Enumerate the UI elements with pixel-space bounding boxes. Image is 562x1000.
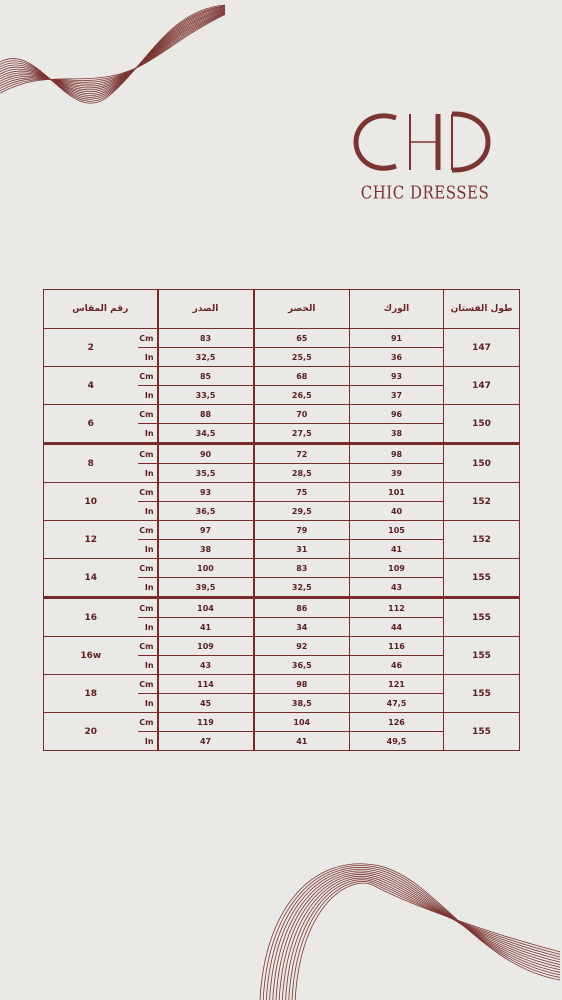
waist-in: 27,5 [254,424,350,444]
waist-in: 41 [254,732,350,751]
header-length: طول الفستان [444,290,520,329]
waist-in: 28,5 [254,464,350,483]
wave-line [289,880,560,1000]
unit-in-label: In [138,386,158,405]
hips-cm: 109 [350,559,444,578]
length-value: 155 [444,637,520,675]
bust-cm: 100 [158,559,254,578]
decorative-wave-bottom [255,845,562,1000]
hips-in: 40 [350,502,444,521]
bust-in: 38 [158,540,254,559]
bust-in: 35,5 [158,464,254,483]
size-value: 14 [44,559,138,598]
unit-in-label: In [138,656,158,675]
hips-cm: 96 [350,405,444,424]
waist-cm: 70 [254,405,350,424]
unit-in-label: In [138,424,158,444]
length-value: 155 [444,675,520,713]
hips-cm: 91 [350,329,444,348]
hips-cm: 98 [350,444,444,464]
unit-in-label: In [138,502,158,521]
length-value: 150 [444,444,520,483]
waist-cm: 104 [254,713,350,732]
table-row [44,559,520,578]
wave-line [0,6,225,102]
wave-line [270,869,560,1000]
header-bust: الصدر [158,290,254,329]
hips-cm: 105 [350,521,444,540]
waist-in: 34 [254,618,350,637]
unit-cm-label: Cm [138,329,158,348]
wave-line [0,11,225,86]
bust-in: 32,5 [158,348,254,367]
bust-cm: 97 [158,521,254,540]
wave-line [266,867,560,1000]
hips-cm: 121 [350,675,444,694]
waist-in: 29,5 [254,502,350,521]
bust-in: 36,5 [158,502,254,521]
bust-cm: 93 [158,483,254,502]
bust-cm: 109 [158,637,254,656]
hips-cm: 126 [350,713,444,732]
monogram-logo-icon [350,108,500,176]
size-value: 20 [44,713,138,751]
hips-in: 46 [350,656,444,675]
unit-cm-label: Cm [138,559,158,578]
bust-cm: 114 [158,675,254,694]
unit-cm-label: Cm [138,483,158,502]
length-value: 147 [444,367,520,405]
waist-in: 38,5 [254,694,350,713]
hips-in: 49,5 [350,732,444,751]
length-value: 155 [444,713,520,751]
table-row [44,637,520,656]
hips-cm: 101 [350,483,444,502]
unit-cm-label: Cm [138,405,158,424]
bust-in: 39,5 [158,578,254,598]
hips-in: 37 [350,386,444,405]
table-row [44,483,520,502]
unit-cm-label: Cm [138,713,158,732]
bust-in: 47 [158,732,254,751]
length-value: 147 [444,329,520,367]
waist-cm: 86 [254,598,350,618]
table-row [44,329,520,348]
hips-cm: 116 [350,637,444,656]
size-value: 16w [44,637,138,675]
waist-in: 32,5 [254,578,350,598]
bust-cm: 85 [158,367,254,386]
length-value: 155 [444,559,520,598]
waist-cm: 65 [254,329,350,348]
hips-in: 38 [350,424,444,444]
waist-cm: 83 [254,559,350,578]
unit-cm-label: Cm [138,367,158,386]
bust-cm: 104 [158,598,254,618]
unit-cm-label: Cm [138,444,158,464]
waist-in: 31 [254,540,350,559]
size-value: 2 [44,329,138,367]
table-row [44,598,520,618]
size-value: 10 [44,483,138,521]
header-waist: الخصر [254,290,350,329]
size-value: 8 [44,444,138,483]
unit-in-label: In [138,618,158,637]
hips-in: 39 [350,464,444,483]
unit-in-label: In [138,694,158,713]
wave-line [273,871,560,1000]
size-chart-table-wrapper [43,289,519,751]
hips-in: 41 [350,540,444,559]
size-value: 18 [44,675,138,713]
unit-cm-label: Cm [138,637,158,656]
bust-in: 45 [158,694,254,713]
waist-in: 25,5 [254,348,350,367]
table-row [44,521,520,540]
header-size: رقم المقاس [44,290,158,329]
size-chart-table [43,289,520,751]
bust-cm: 90 [158,444,254,464]
table-row [44,405,520,424]
bust-cm: 119 [158,713,254,732]
waist-cm: 72 [254,444,350,464]
hips-in: 43 [350,578,444,598]
bust-in: 43 [158,656,254,675]
decorative-wave-top [0,0,230,170]
waist-cm: 68 [254,367,350,386]
waist-cm: 92 [254,637,350,656]
bust-cm: 88 [158,405,254,424]
waist-cm: 79 [254,521,350,540]
waist-in: 26,5 [254,386,350,405]
bust-in: 41 [158,618,254,637]
size-value: 12 [44,521,138,559]
size-value: 16 [44,598,138,637]
waist-cm: 75 [254,483,350,502]
table-header-row [44,290,520,329]
unit-in-label: In [138,578,158,598]
size-value: 4 [44,367,138,405]
unit-cm-label: Cm [138,521,158,540]
unit-in-label: In [138,348,158,367]
hips-in: 44 [350,618,444,637]
hips-in: 47,5 [350,694,444,713]
unit-in-label: In [138,464,158,483]
bust-in: 33,5 [158,386,254,405]
length-value: 152 [444,521,520,559]
unit-cm-label: Cm [138,675,158,694]
hips-cm: 93 [350,367,444,386]
unit-in-label: In [138,732,158,751]
waist-in: 36,5 [254,656,350,675]
table-row [44,367,520,386]
length-value: 155 [444,598,520,637]
bust-cm: 83 [158,329,254,348]
size-value: 6 [44,405,138,444]
table-row [44,444,520,464]
hips-cm: 112 [350,598,444,618]
waist-cm: 98 [254,675,350,694]
table-row [44,675,520,694]
hips-in: 36 [350,348,444,367]
brand-logo [340,108,510,202]
length-value: 150 [444,405,520,444]
table-row [44,713,520,732]
header-hips: الورك [350,290,444,329]
bust-in: 34,5 [158,424,254,444]
unit-in-label: In [138,540,158,559]
length-value: 152 [444,483,520,521]
brand-name: CHIC DRESSES [360,182,490,204]
unit-cm-label: Cm [138,598,158,618]
